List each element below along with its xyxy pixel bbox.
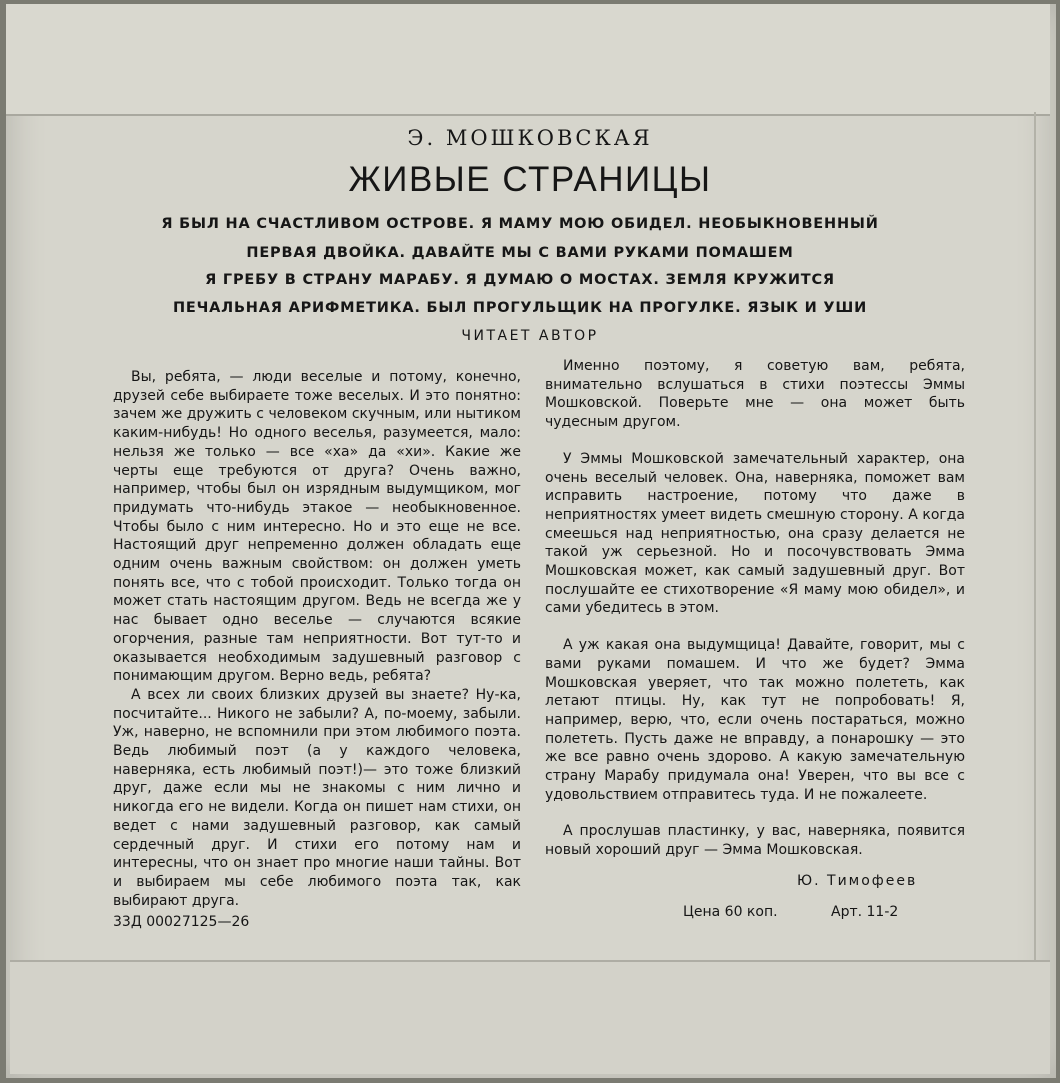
author-name: Э. МОШКОВСКАЯ (407, 126, 653, 150)
essay-paragraph: Именно поэтому, я советую вам, ребята, внимательно вслушаться в стихи поэтессы Эммы Мошковской. Поверьте мне — она может быть чудесным другом. (545, 358, 965, 431)
essay-left-column (113, 368, 521, 910)
essay-signature: Ю. Тимофеев (797, 873, 918, 889)
track-list-line: ПЕРВАЯ ДВОЙКА. ДАВАЙТЕ МЫ С ВАМИ РУКАМИ ПОМАШЕМ (246, 245, 794, 261)
track-list-line: Я БЫЛ НА СЧАСТЛИВОМ ОСТРОВЕ. Я МАМУ МОЮ ОБИДЕЛ. НЕОБЫКНОВЕННЫЙ (161, 216, 879, 232)
essay-paragraph: А всех ли своих близких друзей вы знаете? Ну-ка, посчитайте... Никого не забыли? А, по-моему, забыли. Уж, наверно, не вспомнили при этом любимого поэта. Ведь любимый поэт (а у каждого человека, наверняка, есть любимый поэт!)— это тоже близкий друг, даже если мы не знакомы с ним лично и никогда его не видели. Когда он пишет нам стихи, он ведет с нами задушевный разговор, как самый сердечный друг. И стихи его потому нам и интересны, что он знает про многие наши тайны. Вот и выбираем мы себе любимого поэта так, как выбирают друга. (113, 686, 521, 909)
article-number: Арт. 11-2 (831, 904, 899, 920)
essay-paragraph: Вы, ребята, — люди веселые и потому, конечно, друзей себе выбираете тоже веселых. И это понятно: зачем же дружить с человеком скучным, или нытиком каким-нибудь! Но одного веселья, разумеется, мало: нельзя же только — все «ха» да «хи». Какие же черты еще требуются от друга? Очень важно, например, чтобы был он изрядным выдумщиком, мог придумать что-нибудь этакое — необыкновенное. Чтобы было с ним интересно. Но и это еще не все. Настоящий друг непременно должен обладать еще одним очень важным свойством: он должен уметь понять все, что с тобой происходит. Только тогда он может стать настоящим другом. Ведь не всегда же у нас бывает одно веселье — случаются всякие огорчения, разные там неприятности. Вот тут-то и оказывается необходимым задушевный разговор с понимающим другом. Верно ведь, ребята? (113, 369, 521, 685)
track-list-line: Я ГРЕБУ В СТРАНУ МАРАБУ. Я ДУМАЮ О МОСТАХ. ЗЕМЛЯ КРУЖИТСЯ (205, 272, 835, 288)
track-list-line: ПЕЧАЛЬНАЯ АРИФМЕТИКА. БЫЛ ПРОГУЛЬЩИК НА ПРОГУЛКЕ. ЯЗЫК И УШИ (172, 300, 868, 316)
price-label: Цена 60 коп. (683, 904, 778, 920)
essay-paragraph: А уж какая она выдумщица! Давайте, говорит, мы с вами руками помашем. И что же будет? Эмма Мошковская уверяет, что так можно полететь, как летают птицы. Ну, как тут не попробовать! Я, например, верю, что, если очень постараться, можно полететь. Пусть даже не вправду, а понарошку — это же все равно очень здорово. А какую замечательную страну Марабу придумала она! Уверен, что вы все с удовольствием отправитесь туда. И не пожалеете. (545, 637, 965, 803)
album-title: ЖИВЫЕ СТРАНИЦЫ (348, 160, 712, 199)
catalog-number: 33Д 00027125—26 (113, 914, 250, 930)
essay-paragraph: У Эммы Мошковской замечательный характер, она очень веселый человек. Она, наверняка, поможет вам исправить настроение, потому что даже в неприятностях умеет видеть смешную сторону. А когда смеешься над неприятностью, она сразу делается не такой уж серьезной. Но и посочувствовать Эмма Мошковская может, как самый задушевный друг. Вот послушайте ее стихотворение «Я маму мою обидел», и сами убедитесь в этом. (545, 450, 965, 617)
reader-credit: ЧИТАЕТ АВТОР (461, 328, 599, 344)
essay-right-column (545, 357, 965, 860)
essay-paragraph: А прослушав пластинку, у вас, наверняка, появится новый хороший друг — Эмма Мошковская. (545, 823, 965, 859)
